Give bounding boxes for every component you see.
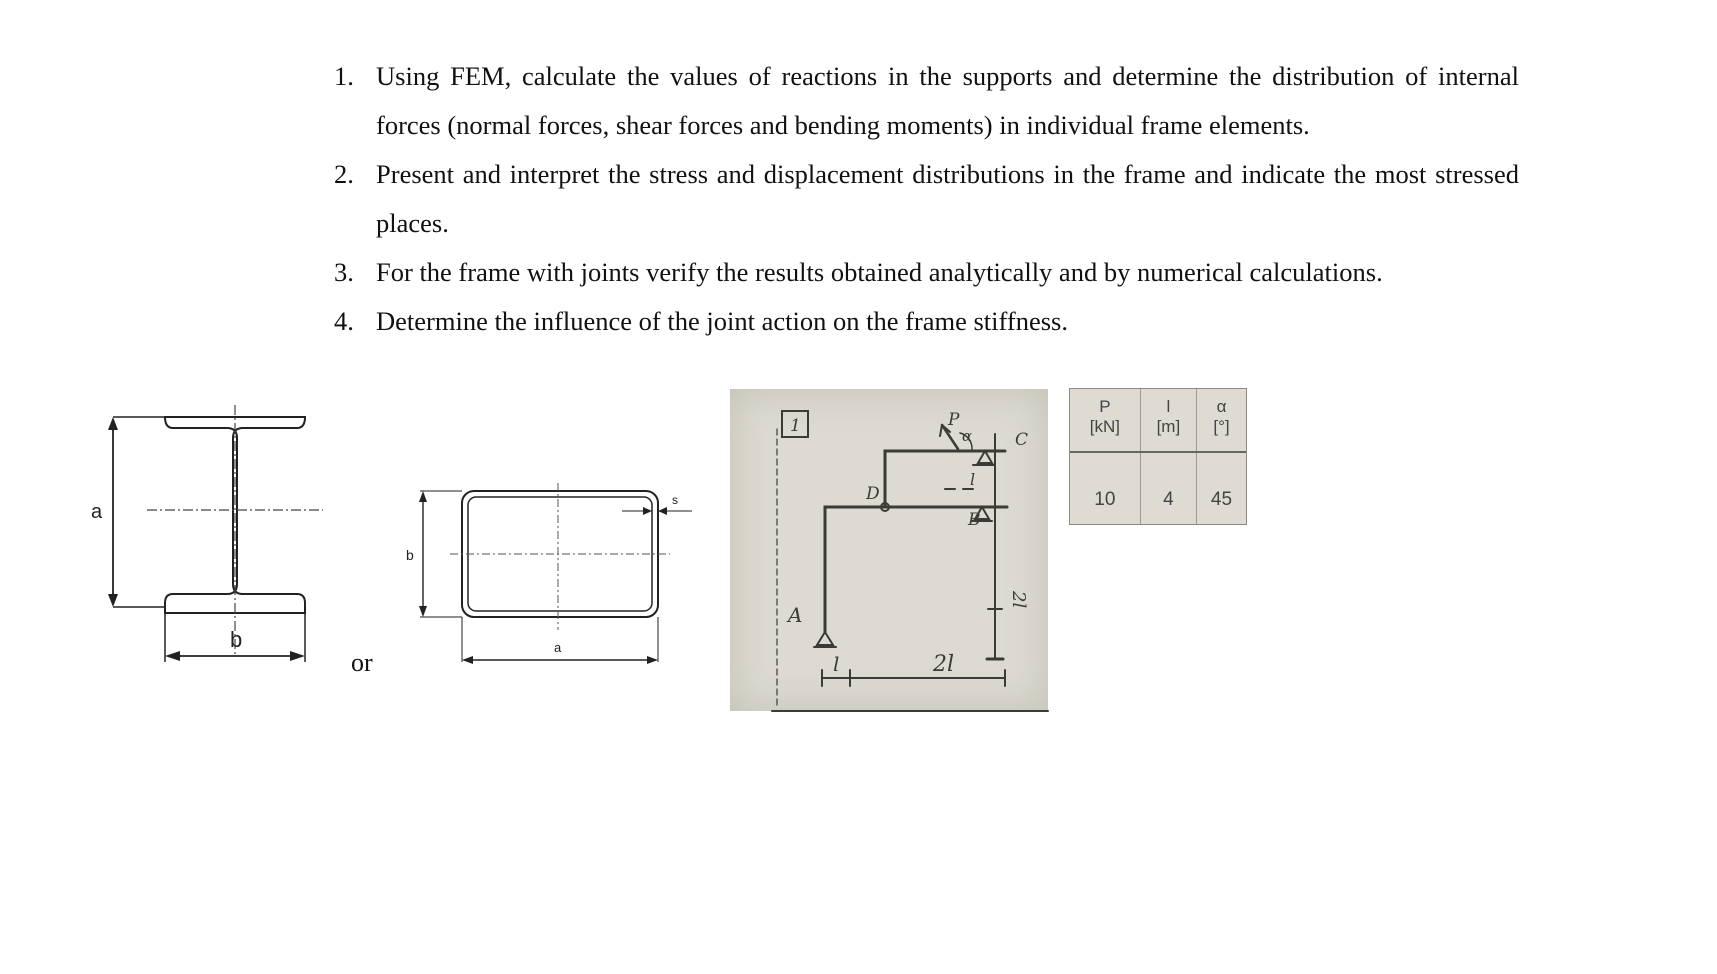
task-number: 4.	[334, 306, 354, 336]
box-section-diagram	[400, 480, 700, 680]
span-l-label: l	[833, 652, 840, 676]
task-text: Present and interpret the stress and displacement distributions in the frame and indicate the most stressed places.	[376, 159, 1519, 238]
task-text: Determine the influence of the joint action on the frame stiffness.	[376, 306, 1068, 336]
task-item-4	[334, 297, 1519, 346]
frame-sketch-photo	[730, 389, 1048, 711]
task-number: 3.	[334, 257, 354, 287]
node-c-label: C	[1015, 430, 1029, 450]
angle-alpha-label: α	[962, 427, 973, 445]
parameter-unit-row	[1070, 417, 1246, 452]
param-header-p: P	[1099, 397, 1111, 416]
frame-sketch	[730, 389, 1048, 711]
task-list	[334, 52, 1519, 346]
node-d-label: D	[866, 484, 880, 504]
param-value-p: 10	[1094, 488, 1116, 510]
i-beam-section-diagram	[85, 400, 335, 675]
or-label: or	[351, 648, 373, 677]
task-text: Using FEM, calculate the values of reactions in the supports and determine the distribution of internal forces (normal forces, shear forces and bending moments) in individual frame elements.	[376, 61, 1519, 140]
task-number: 2.	[334, 159, 354, 189]
frame-figure-number: 1	[790, 416, 801, 436]
i-beam-width-label: b	[230, 627, 243, 652]
support-a-label: A	[788, 603, 803, 627]
task-item-3	[334, 248, 1519, 297]
task-number: 1.	[334, 61, 354, 91]
task-item-2	[334, 150, 1519, 248]
param-unit-p: [kN]	[1070, 417, 1140, 452]
parameter-table	[1069, 388, 1247, 525]
parameter-spacer-row	[1070, 452, 1246, 475]
param-value-alpha: 45	[1197, 475, 1247, 524]
task-text: For the frame with joints verify the results obtained analytically and by numerical calculations.	[376, 257, 1383, 287]
parameter-value-row	[1070, 475, 1246, 524]
box-wall-thickness-label: s	[672, 493, 678, 507]
box-height-label: b	[406, 547, 414, 563]
height-2l-label: 2l	[1008, 591, 1029, 609]
param-unit-alpha: [°]	[1197, 417, 1247, 452]
box-width-label: a	[554, 640, 562, 655]
load-p-label: P	[948, 410, 960, 430]
param-header-l: l	[1140, 389, 1196, 417]
param-value-l: 4	[1140, 475, 1196, 524]
i-beam-height-label: a	[91, 501, 103, 523]
node-b-label: B	[968, 510, 981, 530]
param-header-alpha: α	[1197, 389, 1247, 417]
task-item-1	[334, 52, 1519, 150]
parameter-header-row	[1070, 389, 1246, 417]
param-unit-l: [m]	[1140, 417, 1196, 452]
segment-l-label: l	[970, 470, 976, 489]
span-2l-label: 2l	[933, 652, 955, 677]
